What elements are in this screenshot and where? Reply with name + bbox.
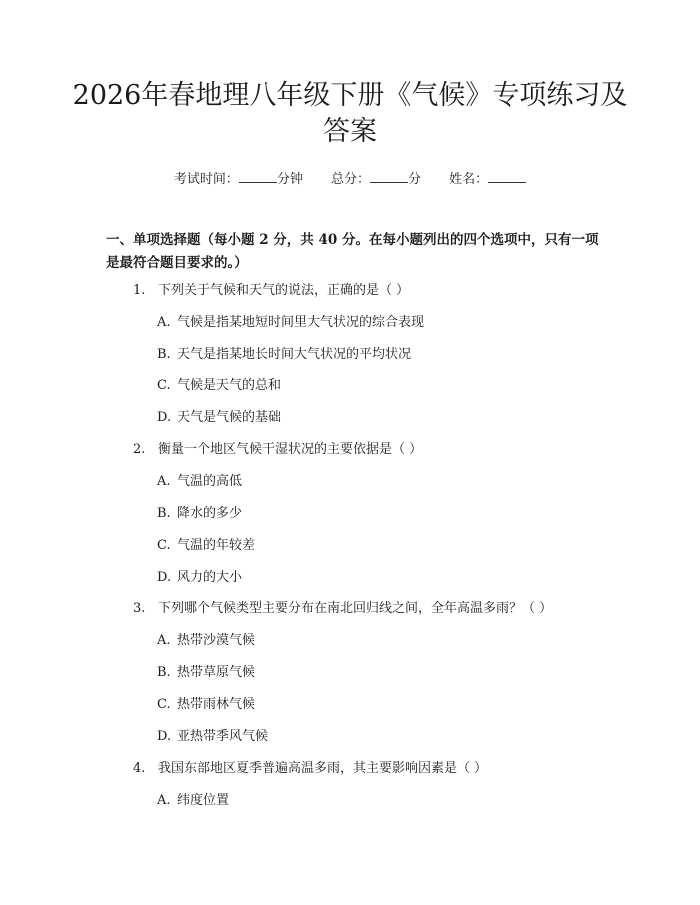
question-text: 我国东部地区夏季普遍高温多雨，其主要影响因素是（ ）: [158, 761, 488, 776]
option-letter: D.: [157, 410, 172, 425]
option-text: 纬度位置: [177, 793, 230, 808]
option-letter: B.: [157, 347, 171, 362]
exam-time-unit: 分钟: [276, 172, 303, 187]
exam-time-blank[interactable]: [239, 170, 277, 183]
option-3b[interactable]: [157, 664, 255, 682]
question-number: 1.: [133, 283, 146, 298]
question-number: 2.: [133, 442, 146, 457]
question-3: [133, 600, 552, 618]
exam-info-line: [0, 170, 700, 189]
option-letter: B.: [157, 506, 171, 521]
question-text: 衡量一个地区气候干湿状况的主要依据是（ ）: [158, 442, 423, 457]
option-letter: C.: [157, 378, 171, 393]
student-name-label: 姓名：: [449, 172, 489, 187]
question-number: 4.: [133, 761, 146, 776]
option-text: 气候是天气的总和: [177, 378, 282, 393]
option-1a[interactable]: [157, 314, 424, 332]
student-name-blank[interactable]: [488, 170, 526, 183]
option-4a[interactable]: [157, 792, 229, 810]
option-2b[interactable]: [157, 505, 242, 523]
option-text: 气温的年较差: [177, 538, 256, 553]
option-text: 气候是指某地短时间里大气状况的综合表现: [177, 315, 425, 330]
document-title: 2026年春地理八年级下册《气候》专项练习及答案: [72, 80, 628, 147]
question-1: [133, 282, 409, 300]
option-letter: A.: [157, 793, 171, 808]
option-letter: D.: [157, 570, 172, 585]
option-letter: B.: [157, 665, 171, 680]
option-2a[interactable]: [157, 473, 242, 491]
option-letter: A.: [157, 474, 171, 489]
option-letter: D.: [157, 729, 172, 744]
student-name-field: [449, 172, 526, 187]
question-2: [133, 441, 422, 459]
option-letter: C.: [157, 697, 171, 712]
question-4: [133, 760, 487, 778]
option-text: 热带沙漠气候: [177, 633, 256, 648]
option-text: 降水的多少: [177, 506, 243, 521]
option-text: 风力的大小: [177, 570, 243, 585]
option-3d[interactable]: [157, 728, 268, 746]
option-2c[interactable]: [157, 537, 255, 555]
exam-time-field: [174, 172, 303, 187]
total-score-field: [331, 172, 421, 187]
exam-time-label: 考试时间：: [173, 172, 239, 187]
total-score-label: 总分：: [330, 172, 370, 187]
option-1d[interactable]: [157, 409, 281, 427]
option-text: 气温的高低: [177, 474, 243, 489]
question-text: 下列关于气候和天气的说法，正确的是（ ）: [158, 283, 410, 298]
option-text: 天气是气候的基础: [177, 410, 282, 425]
option-3c[interactable]: [157, 696, 255, 714]
option-1b[interactable]: [157, 346, 411, 364]
option-3a[interactable]: [157, 632, 255, 650]
option-1c[interactable]: [157, 377, 281, 395]
option-letter: C.: [157, 538, 171, 553]
section-heading: 一、单项选择题（每小题 2 分，共 40 分。在每小题列出的四个选项中，只有一项是最符合题目要求的。）: [106, 232, 599, 271]
option-text: 天气是指某地长时间大气状况的平均状况: [177, 347, 412, 362]
option-text: 亚热带季风气候: [177, 729, 269, 744]
option-text: 热带草原气候: [177, 665, 256, 680]
option-letter: A.: [157, 315, 171, 330]
question-number: 3.: [133, 601, 146, 616]
total-score-blank[interactable]: [370, 170, 408, 183]
option-letter: A.: [157, 633, 171, 648]
question-text: 下列哪个气候类型主要分布在南北回归线之间，全年高温多雨？（ ）: [158, 601, 553, 616]
option-text: 热带雨林气候: [177, 697, 256, 712]
option-2d[interactable]: [157, 569, 242, 587]
total-score-unit: 分: [408, 172, 422, 187]
